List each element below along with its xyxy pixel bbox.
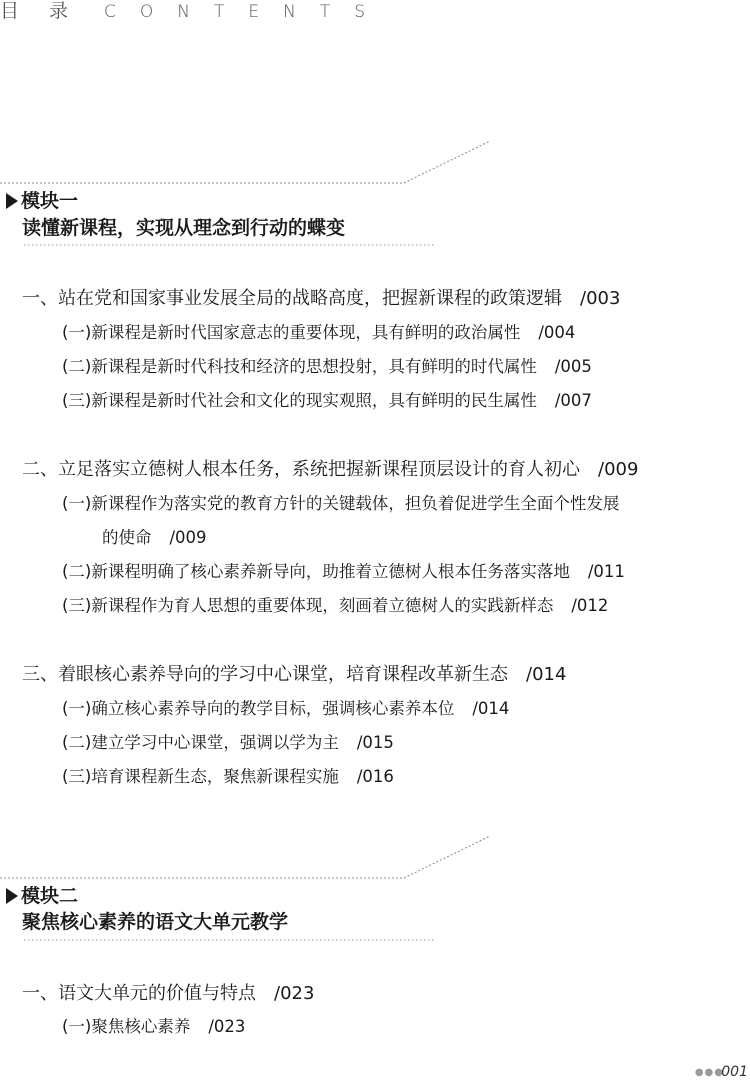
toc-item[interactable]: (一)确立核心素养导向的教学目标，强调核心素养本位 /014 (62, 699, 510, 718)
module-2-label: 模块二 (6, 884, 78, 908)
page-ref: /007 (554, 391, 592, 410)
toc-item-continuation[interactable]: 的使命 /009 (102, 528, 207, 547)
page-number: 001 (721, 1064, 748, 1080)
toc-title-en: CONTENTS (104, 2, 389, 22)
page-ref: /023 (208, 1017, 246, 1036)
toc-item[interactable]: (三)培育课程新生态，聚焦新课程实施 /016 (62, 767, 394, 786)
page-ref: /003 (580, 288, 621, 309)
page-ref: /009 (598, 459, 639, 480)
toc-item[interactable]: (三)新课程作为育人思想的重要体现，刻画着立德树人的实践新样态 /012 (62, 596, 609, 615)
toc-item[interactable]: (二)新课程是新时代科技和经济的思想投射，具有鲜明的时代属性 /005 (62, 357, 592, 376)
toc-item[interactable]: (一)新课程作为落实党的教育方针的关键载体，担负着促进学生全面个性发展 (62, 494, 620, 513)
page-ref: /011 (587, 562, 625, 581)
triangle-icon (6, 888, 18, 904)
module-1-label: 模块一 (6, 189, 78, 213)
page-ref: /015 (356, 733, 394, 752)
page-ref: /014 (472, 699, 510, 718)
toc-item[interactable]: (三)新课程是新时代社会和文化的现实观照，具有鲜明的民生属性 /007 (62, 391, 592, 410)
toc-item[interactable]: (一)聚焦核心素养 /023 (62, 1017, 246, 1036)
toc-item[interactable]: (二)建立学习中心课堂，强调以学为主 /015 (62, 733, 394, 752)
toc-section[interactable]: 一、语文大单元的价值与特点 /023 (22, 983, 315, 1004)
module-1-subtitle: 读懂新课程，实现从理念到行动的蝶变 (22, 217, 346, 239)
footer-dots: ●●● (694, 1067, 724, 1078)
triangle-icon (6, 193, 18, 209)
page-ref: /014 (526, 664, 567, 685)
toc-section[interactable]: 三、着眼核心素养导向的学习中心课堂，培育课程改革新生态 /014 (22, 664, 567, 685)
toc-section[interactable]: 二、立足落实立德树人根本任务，系统把握新课程顶层设计的育人初心 /009 (22, 459, 639, 480)
page-ref: /004 (538, 323, 576, 342)
page-ref: /023 (274, 983, 315, 1004)
module-2-subtitle: 聚焦核心素养的语文大单元教学 (22, 911, 289, 933)
page-ref: /009 (169, 528, 207, 547)
page-ref: /012 (571, 596, 609, 615)
page-ref: /005 (554, 357, 592, 376)
toc-section[interactable]: 一、站在党和国家事业发展全局的战略高度，把握新课程的政策逻辑 /003 (22, 288, 621, 309)
toc-item[interactable]: (一)新课程是新时代国家意志的重要体现，具有鲜明的政治属性 /004 (62, 323, 576, 342)
toc-title-cn: 目 录 (0, 0, 81, 22)
toc-item[interactable]: (二)新课程明确了核心素养新导向，助推着立德树人根本任务落实落地 /011 (62, 562, 625, 581)
page-ref: /016 (356, 767, 394, 786)
